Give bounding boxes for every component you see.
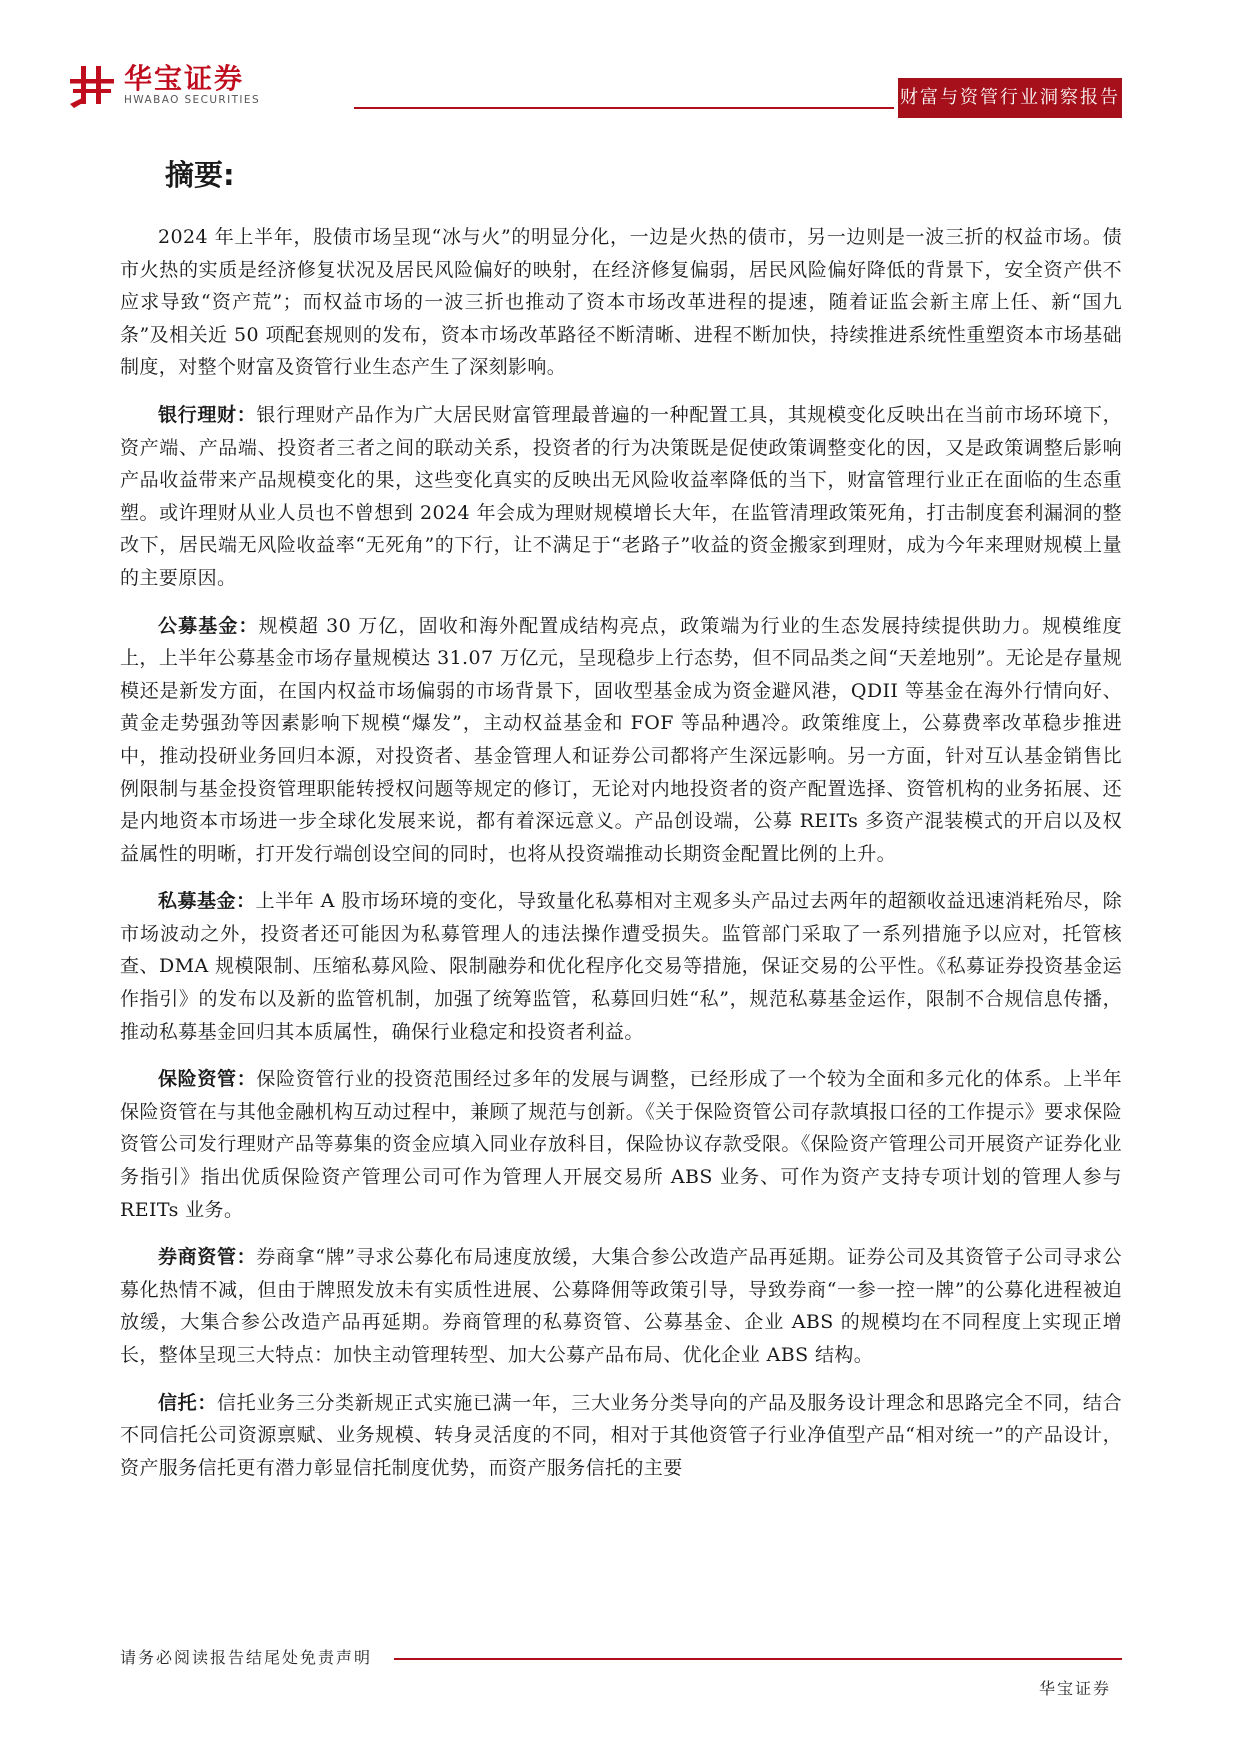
footer-divider	[394, 1658, 1122, 1660]
abstract-heading: 摘要:	[165, 158, 235, 192]
report-type-tag: 财富与资管行业洞察报告	[898, 78, 1122, 118]
section-bank-wealth	[120, 399, 1122, 595]
section-label: 私募基金：	[158, 890, 256, 913]
footer-company-name: 华宝证券	[1038, 1679, 1111, 1698]
footer-disclaimer: 请务必阅读报告结尾处免责声明	[120, 1648, 373, 1667]
section-broker-am	[120, 1241, 1122, 1371]
section-text: 信托业务三分类新规正式实施已满一年，三大业务分类导向的产品及服务设计理念和思路完全不同，结合不同信托公司资源禀赋、业务规模、转身灵活度的不同，相对于其他资管子行业净值型产品“相对统一”的产品设计，资产服务信托更有潜力彰显信托制度优势，而资产服务信托的主要	[120, 1391, 1123, 1479]
section-text: 银行理财产品作为广大居民财富管理最普遍的一种配置工具，其规模变化反映出在当前市场环境下，资产端、产品端、投资者三者之间的联动关系，投资者的行为决策既是促使政策调整变化的因，又是政策调整后影响产品收益带来产品规模变化的果，这些变化真实的反映出无风险收益率降低的当下，财富管理行业正在面临的生态重塑。或许理财从业人员也不曾想到 2024 年会成为理财规模增长大年，在监管清理政策死角，打击制度套利漏洞的整改下，居民端无风险收益率“无死角”的下行，让不满足于“老路子”收益的资金搬家到理财，成为今年来理财规模上量的主要原因。	[120, 403, 1122, 589]
section-text: 上半年 A 股市场环境的变化，导致量化私募相对主观多头产品过去两年的超额收益迅速消耗殆尽，除市场波动之外，投资者还可能因为私募管理人的违法操作遭受损失。监管部门采取了一系列措施予以应对，托管核查、DMA 规模限制、压缩私募风险、限制融券和优化程序化交易等措施，保证交易的公平性。《私募证券投资基金运作指引》的发布以及新的监管机制，加强了统筹监管，私募回归姓“私”，规范私募基金运作，限制不合规信息传播，推动私募基金回归其本质属性，确保行业稳定和投资者利益。	[120, 890, 1122, 1043]
logo-english-name: HWABAO SECURITIES	[124, 94, 261, 106]
company-logo	[70, 62, 260, 108]
hwabao-logo-icon	[70, 62, 116, 108]
section-label: 公募基金：	[158, 614, 259, 637]
logo-chinese-name: 华宝证券	[124, 62, 245, 95]
header-divider	[354, 107, 894, 109]
section-private-funds	[120, 885, 1122, 1048]
section-text: 规模超 30 万亿，固收和海外配置成结构亮点，政策端为行业的生态发展持续提供助力。规模维度上，上半年公募基金市场存量规模达 31.07 万亿元，呈现稳步上行态势，但不同品类之间“天差地别”。无论是存量规模还是新发方面，在国内权益市场偏弱的市场背景下，固收型基金成为资金避风港，QDII 等基金在海外行情向好、黄金走势强劲等因素影响下规模“爆发”，主动权益基金和 FOF 等品种遇冷。政策维度上，公募费率改革稳步推进中，推动投研业务回归本源，对投资者、基金管理人和证券公司都将产生深远影响。另一方面，针对互认基金销售比例限制与基金投资管理职能转授权问题等规定的修订，无论对内地投资者的资产配置选择、资管机构的业务拓展、还是内地资本市场进一步全球化发展来说，都有着深远意义。产品创设端，公募 REITs 多资产混装模式的开启以及权益属性的明晰，打开发行端创设空间的同时，也将从投资端推动长期资金配置比例的上升。	[120, 614, 1122, 865]
section-text: 券商拿“牌”寻求公募化布局速度放缓，大集合参公改造产品再延期。证券公司及其资管子公司寻求公募化热情不减，但由于牌照发放未有实质性进展、公募降佣等政策引导，导致券商“一参一控一牌”的公募化进程被迫放缓，大集合参公改造产品再延期。券商管理的私募资管、公募基金、企业 ABS 的规模均在不同程度上实现正增长，整体呈现三大特点：加快主动管理转型、加大公募产品布局、优化企业 ABS 结构。	[120, 1246, 1122, 1366]
section-public-funds	[120, 610, 1122, 871]
section-text: 保险资管行业的投资范围经过多年的发展与调整，已经形成了一个较为全面和多元化的体系。上半年保险资管在与其他金融机构互动过程中，兼顾了规范与创新。《关于保险资管公司存款填报口径的工作提示》要求保险资管公司发行理财产品等募集的资金应填入同业存放科目，保险协议存款受限。《保险资产管理公司开展资产证券化业务指引》指出优质保险资产管理公司可作为管理人开展交易所 ABS 业务、可作为资产支持专项计划的管理人参与 REITs 业务。	[120, 1068, 1122, 1221]
section-trust	[120, 1387, 1122, 1485]
section-label: 保险资管：	[158, 1068, 257, 1091]
abstract-intro: 2024 年上半年，股债市场呈现“冰与火”的明显分化，一边是火热的债市，另一边则是一波三折的权益市场。债市火热的实质是经济修复状况及居民风险偏好的映射，在经济修复偏弱，居民风险偏好降低的背景下，安全资产供不应求导致“资产荒”；而权益市场的一波三折也推动了资本市场改革进程的提速，随着证监会新主席上任、新“国九条”及相关近 50 项配套规则的发布，资本市场改革路径不断清晰、进程不断加快，持续推进系统性重塑资本市场基础制度，对整个财富及资管行业生态产生了深刻影响。	[120, 226, 1122, 379]
section-label: 信托：	[158, 1391, 218, 1414]
section-label: 券商资管：	[158, 1246, 257, 1269]
page-header	[0, 0, 1241, 125]
abstract-body	[120, 150, 1122, 1484]
section-label: 银行理财：	[158, 403, 257, 426]
section-insurance-am	[120, 1063, 1122, 1226]
